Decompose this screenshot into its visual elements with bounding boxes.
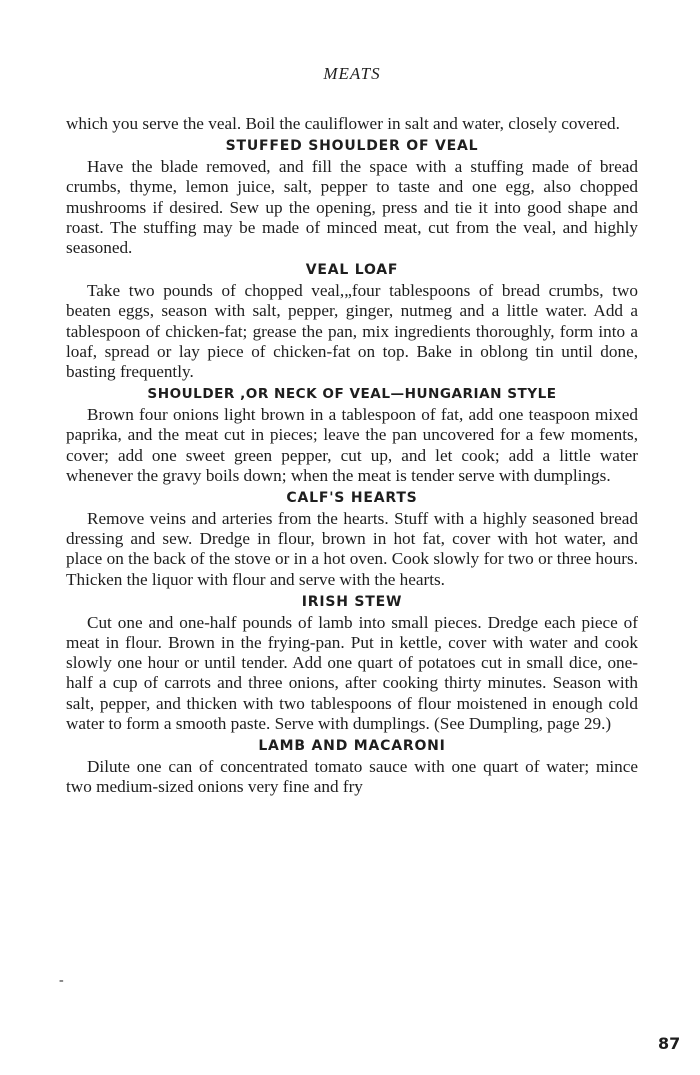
recipe-heading-veal-loaf: VEAL LOAF <box>305 262 399 279</box>
recipe-text-lamb-macaroni: Dilute one can of concentrated tomato sauce with one quart of water; mince two medium-sized onions very fine and fry <box>66 757 638 797</box>
page-body <box>66 114 638 797</box>
recipe-text-irish-stew: Cut one and one-half pounds of lamb into small pieces. Dredge each piece of meat in flour. Brown in the frying-pan. Put in kettle, cover with water and cook slowly one hour or until tender. Add one quart of potatoes cut in small dice, one-half a cup of carrots and three onions, after cooking thirty minutes. Season with salt, pepper, and thicken with two tablespoons of flour moistened in enough cold water to form a smooth paste. Serve with dumplings. (See Dumpling, page 29.) <box>66 612 638 733</box>
margin-mark: - <box>59 973 64 988</box>
recipe-text-stuffed-shoulder: Have the blade removed, and fill the space with a stuffing made of bread crumbs, thyme, lemon juice, salt, pepper to taste and one egg, also chopped mushrooms if desired. Sew up the opening, press and tie it into good shape and roast. The stuffing may be made of minced meat, cut from the veal, and highly seasoned. <box>66 157 638 258</box>
continuation-paragraph: which you serve the veal. Boil the cauliflower in salt and water, closely covered. <box>66 114 620 133</box>
running-head: MEATS <box>323 64 381 83</box>
page-number: 87 <box>658 1034 681 1053</box>
recipe-text-veal-loaf: Take two pounds of chopped veal,„four tablespoons of bread crumbs, two beaten eggs, season with salt, pepper, ginger, nutmeg and a little water. Add a tablespoon of chicken-fat; grease the pan, mix ingredients thoroughly, form into a loaf, spread or lay piece of chicken-fat on top. Bake in oblong tin until done, basting frequently. <box>66 281 638 382</box>
recipe-heading-calfs-hearts: CALF'S HEARTS <box>286 490 418 507</box>
recipe-heading-hungarian-veal: SHOULDER ,OR NECK OF VEAL—HUNGARIAN STYLE <box>147 386 557 403</box>
recipe-text-calfs-hearts: Remove veins and arteries from the hearts. Stuff with a highly seasoned bread dressing and sew. Dredge in flour, brown in hot fat, cover with hot water, and place on the back of the stove or in a hot oven. Cook slowly for two or three hours. Thicken the liquor with flour and serve with the hearts. <box>66 509 638 589</box>
recipe-text-hungarian-veal: Brown four onions light brown in a tablespoon of fat, add one teaspoon mixed paprika, and the meat cut in pieces; leave the pan uncovered for a few moments, cover; add one sweet green pepper, cut up, and let cook; add a little water whenever the gravy boils down; when the meat is tender serve with dumplings. <box>66 405 638 485</box>
book-page <box>59 62 681 1053</box>
recipe-heading-irish-stew: IRISH STEW <box>301 593 403 610</box>
recipe-heading-stuffed-shoulder: STUFFED SHOULDER OF VEAL <box>225 138 479 155</box>
recipe-heading-lamb-macaroni: LAMB AND MACARONI <box>258 738 446 755</box>
